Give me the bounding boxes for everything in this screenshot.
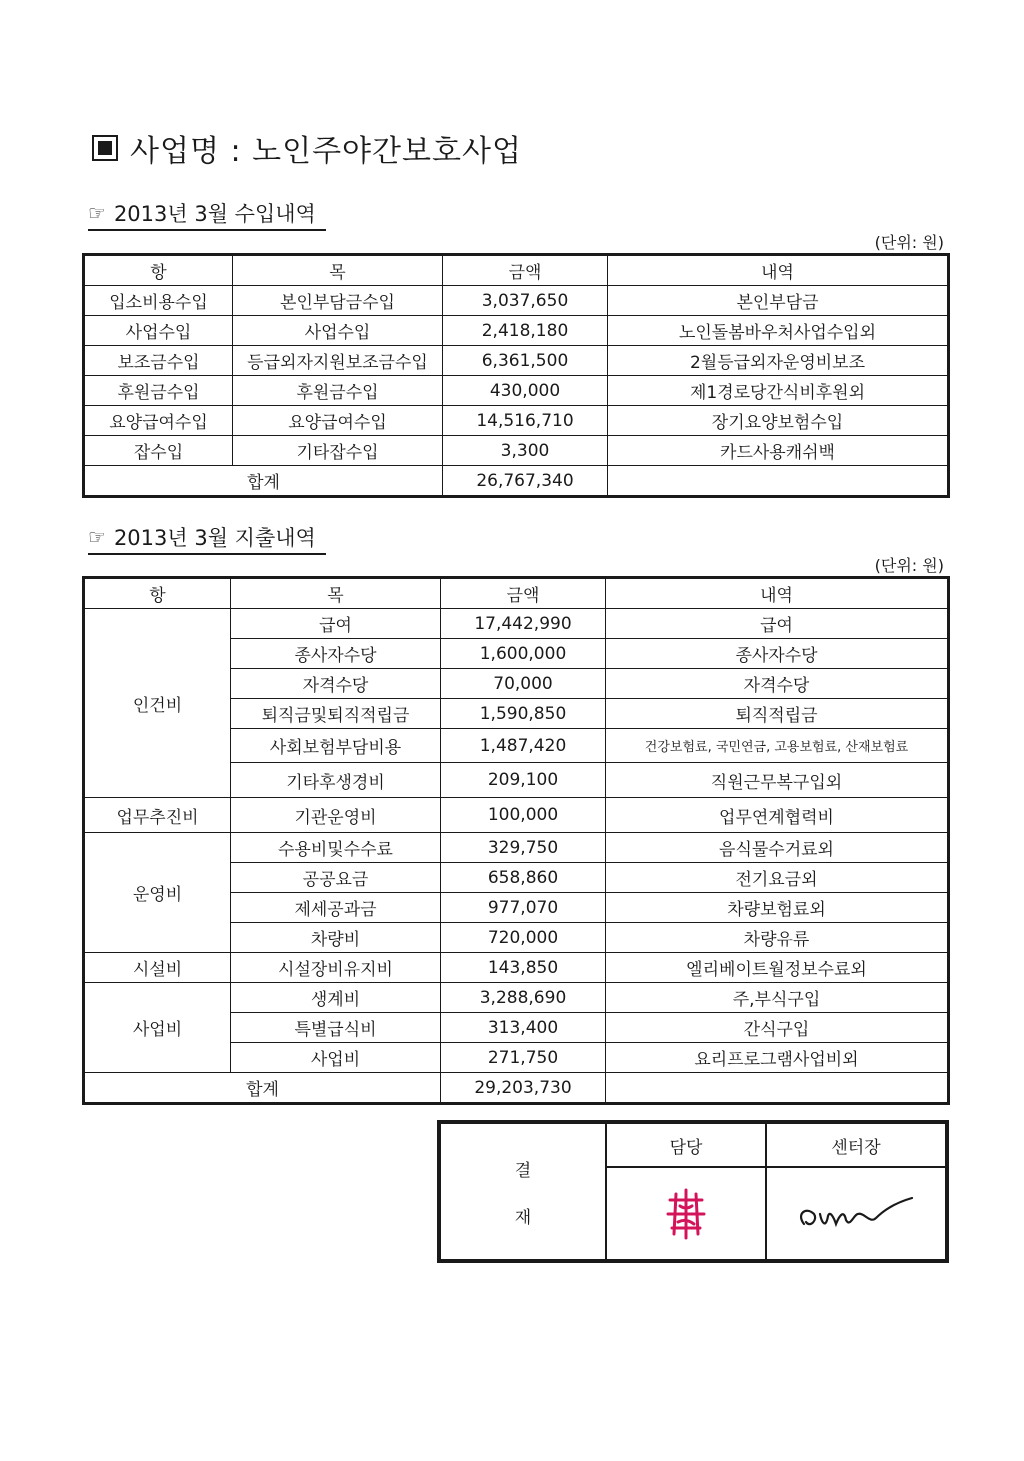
- amount-cell: 3,288,690: [441, 983, 606, 1013]
- expense-header-row: [84, 578, 949, 609]
- mok-cell: 제세공과금: [231, 893, 441, 923]
- detail-cell: 업무연계협력비: [606, 798, 949, 833]
- empty-cell: [608, 466, 949, 497]
- detail-cell: 건강보험료, 국민연금, 고용보험료, 산재보험료: [606, 729, 949, 763]
- table-row: [84, 436, 949, 466]
- detail-cell: 자격수당: [606, 669, 949, 699]
- detail-cell: 음식물수거료외: [606, 833, 949, 863]
- amount-cell: 329,750: [441, 833, 606, 863]
- col-header-detail: 내역: [606, 578, 949, 609]
- director-signature-cell: [766, 1167, 946, 1260]
- mok-cell: 사업수입: [233, 316, 443, 346]
- amount-cell: 1,600,000: [441, 639, 606, 669]
- amount-cell: 6,361,500: [443, 346, 608, 376]
- hang-cell: 요양급여수입: [84, 406, 233, 436]
- mok-cell: 기타후생경비: [231, 763, 441, 798]
- page-title-text: 사업명 : 노인주야간보호사업: [130, 134, 522, 169]
- income-table: [82, 253, 950, 498]
- detail-cell: 직원근무복구입외: [606, 763, 949, 798]
- amount-cell: 977,070: [441, 893, 606, 923]
- mok-cell: 급여: [231, 609, 441, 639]
- staff-stamp-cell: [606, 1167, 766, 1260]
- detail-cell: 급여: [606, 609, 949, 639]
- detail-cell: 간식구입: [606, 1013, 949, 1043]
- col-header-hang: 항: [84, 578, 231, 609]
- hang-cell: 입소비용수입: [84, 286, 233, 316]
- detail-cell: 2월등급외자운영비보조: [608, 346, 949, 376]
- amount-cell: 209,100: [441, 763, 606, 798]
- hang-cell: 사업수입: [84, 316, 233, 346]
- col-header-detail: 내역: [608, 255, 949, 286]
- amount-cell: 100,000: [441, 798, 606, 833]
- table-row: [84, 376, 949, 406]
- hang-cell: 시설비: [84, 953, 231, 983]
- mok-cell: 시설장비유지비: [231, 953, 441, 983]
- mok-cell: 요양급여수입: [233, 406, 443, 436]
- detail-cell: 차량유류: [606, 923, 949, 953]
- mok-cell: 사회보험부담비용: [231, 729, 441, 763]
- table-row: [84, 953, 949, 983]
- detail-cell: 주,부식구입: [606, 983, 949, 1013]
- amount-cell: 143,850: [441, 953, 606, 983]
- table-row: [84, 346, 949, 376]
- amount-cell: 2,418,180: [443, 316, 608, 346]
- hang-cell: 잡수입: [84, 436, 233, 466]
- col-header-mok: 목: [231, 578, 441, 609]
- total-amount: 26,767,340: [443, 466, 608, 497]
- col-header-hang: 항: [84, 255, 233, 286]
- amount-cell: 720,000: [441, 923, 606, 953]
- approval-box: [437, 1120, 949, 1263]
- table-row: [84, 798, 949, 833]
- total-row: [84, 466, 949, 497]
- mok-cell: 등급외자지원보조금수입: [233, 346, 443, 376]
- amount-cell: 14,516,710: [443, 406, 608, 436]
- mok-cell: 생계비: [231, 983, 441, 1013]
- hang-cell: 사업비: [84, 983, 231, 1073]
- amount-cell: 1,590,850: [441, 699, 606, 729]
- expense-unit-note: (단위: 원): [874, 556, 944, 575]
- detail-cell: 요리프로그램사업비외: [606, 1043, 949, 1073]
- total-amount: 29,203,730: [441, 1073, 606, 1104]
- col-header-amount: 금액: [443, 255, 608, 286]
- amount-cell: 3,037,650: [443, 286, 608, 316]
- detail-cell: 제1경로당간식비후원외: [608, 376, 949, 406]
- total-label: 합계: [84, 466, 443, 497]
- expense-heading-text: 2013년 3월 지출내역: [113, 526, 316, 550]
- table-row: [84, 833, 949, 863]
- mok-cell: 사업비: [231, 1043, 441, 1073]
- detail-cell: 차량보험료외: [606, 893, 949, 923]
- mok-cell: 차량비: [231, 923, 441, 953]
- income-header-row: [84, 255, 949, 286]
- hang-cell: 운영비: [84, 833, 231, 953]
- hang-cell: 후원금수입: [84, 376, 233, 406]
- amount-cell: 313,400: [441, 1013, 606, 1043]
- expense-table: [82, 576, 950, 1105]
- detail-cell: 본인부담금: [608, 286, 949, 316]
- detail-cell: 장기요양보험수입: [608, 406, 949, 436]
- hang-cell: 인건비: [84, 609, 231, 798]
- approval-col-staff: 담당: [606, 1123, 766, 1167]
- table-row: [84, 286, 949, 316]
- mok-cell: 퇴직금및퇴직적립금: [231, 699, 441, 729]
- mok-cell: 본인부담금수입: [233, 286, 443, 316]
- red-seal-stamp-icon: [656, 1184, 716, 1244]
- detail-cell: 노인돌봄바우처사업수입외: [608, 316, 949, 346]
- detail-cell: 카드사용캐쉬백: [608, 436, 949, 466]
- approval-label: [440, 1123, 606, 1260]
- table-row: [84, 406, 949, 436]
- total-row: [84, 1073, 949, 1104]
- empty-cell: [606, 1073, 949, 1104]
- mok-cell: 특별급식비: [231, 1013, 441, 1043]
- col-header-amount: 금액: [441, 578, 606, 609]
- mok-cell: 수용비및수수료: [231, 833, 441, 863]
- square-bullet-icon: [92, 135, 118, 161]
- mok-cell: 공공요금: [231, 863, 441, 893]
- income-heading-text: 2013년 3월 수입내역: [113, 202, 316, 226]
- pointing-hand-icon: ☞: [88, 525, 106, 549]
- hang-cell: 보조금수입: [84, 346, 233, 376]
- approval-label-bottom: 재: [514, 1207, 532, 1228]
- amount-cell: 271,750: [441, 1043, 606, 1073]
- table-row: [84, 983, 949, 1013]
- amount-cell: 658,860: [441, 863, 606, 893]
- mok-cell: 자격수당: [231, 669, 441, 699]
- detail-cell: 종사자수당: [606, 639, 949, 669]
- amount-cell: 70,000: [441, 669, 606, 699]
- amount-cell: 430,000: [443, 376, 608, 406]
- handwritten-signature-icon: [786, 1184, 926, 1244]
- amount-cell: 17,442,990: [441, 609, 606, 639]
- mok-cell: 후원금수입: [233, 376, 443, 406]
- expense-heading: [88, 522, 326, 555]
- approval-label-top: 결: [514, 1160, 532, 1181]
- mok-cell: 기타잡수입: [233, 436, 443, 466]
- table-row: [84, 316, 949, 346]
- income-heading: [88, 198, 326, 231]
- total-label: 합계: [84, 1073, 441, 1104]
- page-title: [92, 126, 522, 170]
- table-row: [84, 609, 949, 639]
- amount-cell: 1,487,420: [441, 729, 606, 763]
- pointing-hand-icon: ☞: [88, 201, 106, 225]
- col-header-mok: 목: [233, 255, 443, 286]
- mok-cell: 기관운영비: [231, 798, 441, 833]
- hang-cell: 업무추진비: [84, 798, 231, 833]
- approval-col-director: 센터장: [766, 1123, 946, 1167]
- detail-cell: 엘리베이트월정보수료외: [606, 953, 949, 983]
- income-unit-note: (단위: 원): [874, 233, 944, 252]
- mok-cell: 종사자수당: [231, 639, 441, 669]
- detail-cell: 전기요금외: [606, 863, 949, 893]
- amount-cell: 3,300: [443, 436, 608, 466]
- detail-cell: 퇴직적립금: [606, 699, 949, 729]
